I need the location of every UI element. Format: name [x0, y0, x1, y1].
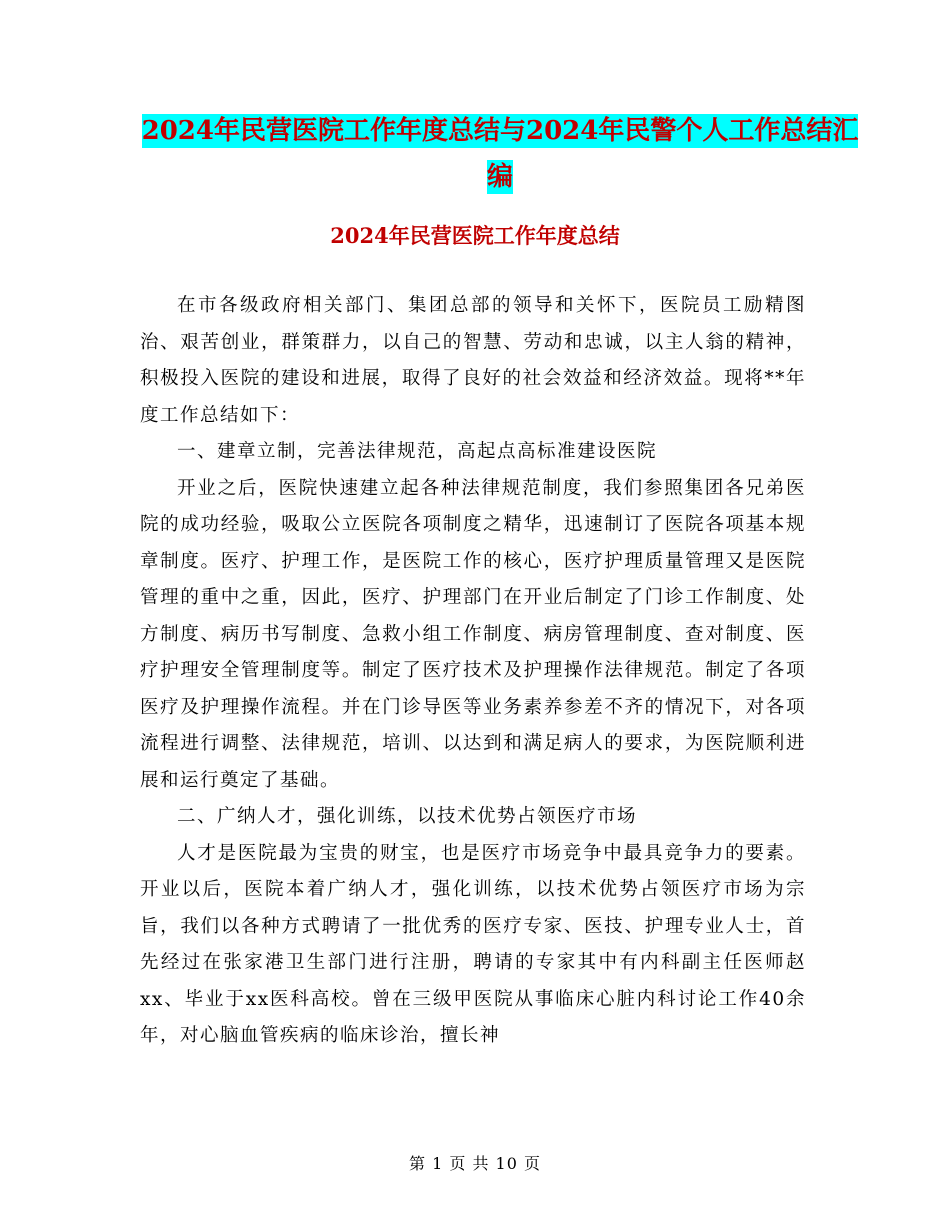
heading-2: 二、广纳人才，强化训练，以技术优势占领医疗市场 [177, 806, 638, 827]
document-title-highlight: 2024年民营医院工作年度总结与2024年民警个人工作总结汇编 [141, 116, 859, 192]
page-footer: 第 1 页 共 10 页 [409, 1154, 541, 1173]
document-body [140, 288, 806, 1055]
document-title [140, 108, 860, 200]
heading-1: 一、建章立制，完善法律规范，高起点高标准建设医院 [177, 441, 658, 462]
paragraph-talent: 人才是医院最为宝贵的财宝，也是医疗市场竞争中最具竞争力的要素。开业以后，医院本着广纳人才，强化训练，以技术优势占领医疗市场为宗旨，我们以各种方式聘请了一批优秀的医疗专家、医技、护理专业人士，首先经过在张家港卫生部门进行注册，聘请的专家其中有内科副主任医师赵xx、毕业于xx医科高校。曾在三级甲医院从事临床心脏内科讨论工作40余年，对心脑血管疾病的临床诊治，擅长神 [140, 842, 806, 1046]
section-title: 2024年民营医院工作年度总结 [330, 223, 620, 248]
paragraph-rules: 开业之后，医院快速建立起各种法律规范制度，我们参照集团各兄弟医院的成功经验，吸取公立医院各项制度之精华，迅速制订了医院各项基本规章制度。医疗、护理工作，是医院工作的核心，医疗护理质量管理又是医院管理的重中之重，因此，医疗、护理部门在开业后制定了门诊工作制度、处方制度、病历书写制度、急救小组工作制度、病房管理制度、查对制度、医疗护理安全管理制度等。制定了医疗技术及护理操作法律规范。制定了各项医疗及护理操作流程。并在门诊导医等业务素养参差不齐的情况下，对各项流程进行调整、法律规范，培训、以达到和满足病人的要求，为医院顺利进展和运行奠定了基础。 [140, 477, 806, 791]
paragraph-intro: 在市各级政府相关部门、集团总部的领导和关怀下，医院员工励精图治、艰苦创业，群策群力，以自己的智慧、劳动和忠诚，以主人翁的精神，积极投入医院的建设和进展，取得了良好的社会效益和经济效益。现将**年度工作总结如下： [140, 295, 806, 426]
